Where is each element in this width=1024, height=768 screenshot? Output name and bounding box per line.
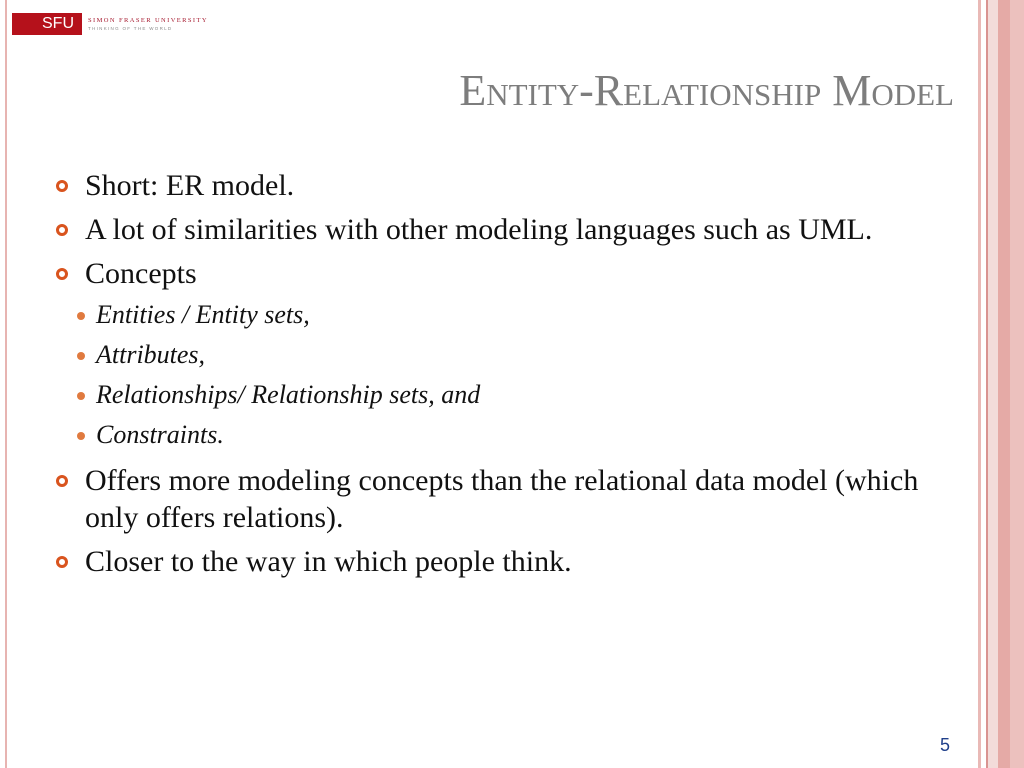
bullet-item (56, 543, 926, 580)
logo-mark: SFU (12, 13, 82, 35)
bullet-marker-icon (56, 224, 68, 236)
bullet-marker-icon (56, 556, 68, 568)
bullet-text: Offers more modeling concepts than the relational data model (which only offers relations). (85, 464, 919, 534)
sfu-logo (12, 13, 208, 35)
bullet-item (56, 211, 926, 248)
sub-bullet-text: Constraints. (96, 420, 224, 449)
bullet-text: Concepts (85, 257, 197, 290)
sub-bullet-marker-icon (77, 352, 85, 360)
stripe (998, 0, 1010, 768)
sub-bullet-item (56, 295, 926, 335)
bullet-marker-icon (56, 268, 68, 280)
sub-bullet-item (56, 415, 926, 455)
bullet-list (56, 167, 926, 587)
sub-bullet-text: Entities / Entity sets, (96, 300, 310, 329)
bullet-text: A lot of similarities with other modeling languages such as UML. (85, 213, 873, 246)
stripe (988, 0, 998, 768)
sub-bullet-item (56, 335, 926, 375)
stripe (1010, 0, 1024, 768)
slide-title: Entity-Relationship Model (459, 66, 954, 115)
right-decorative-stripes (978, 0, 1024, 768)
bullet-text: Closer to the way in which people think. (85, 545, 572, 578)
sub-bullet-text: Attributes, (96, 340, 206, 369)
bullet-item (56, 167, 926, 204)
sub-bullet-text: Relationships/ Relationship sets, and (96, 380, 481, 409)
left-border-rule (5, 0, 7, 768)
sub-bullet-marker-icon (77, 432, 85, 440)
logo-university-name: SIMON FRASER UNIVERSITY (88, 16, 208, 24)
sub-bullet-list (85, 295, 926, 455)
logo-tagline: THINKING OF THE WORLD (88, 25, 173, 31)
bullet-marker-icon (56, 180, 68, 192)
bullet-item (56, 255, 926, 455)
sub-bullet-item (56, 375, 926, 415)
sub-bullet-marker-icon (77, 312, 85, 320)
stripe (978, 0, 981, 768)
logo-wordmark (88, 13, 208, 35)
bullet-item (56, 462, 926, 536)
sub-bullet-marker-icon (77, 392, 85, 400)
page-number: 5 (940, 735, 951, 755)
bullet-marker-icon (56, 475, 68, 487)
bullet-text: Short: ER model. (85, 169, 295, 202)
